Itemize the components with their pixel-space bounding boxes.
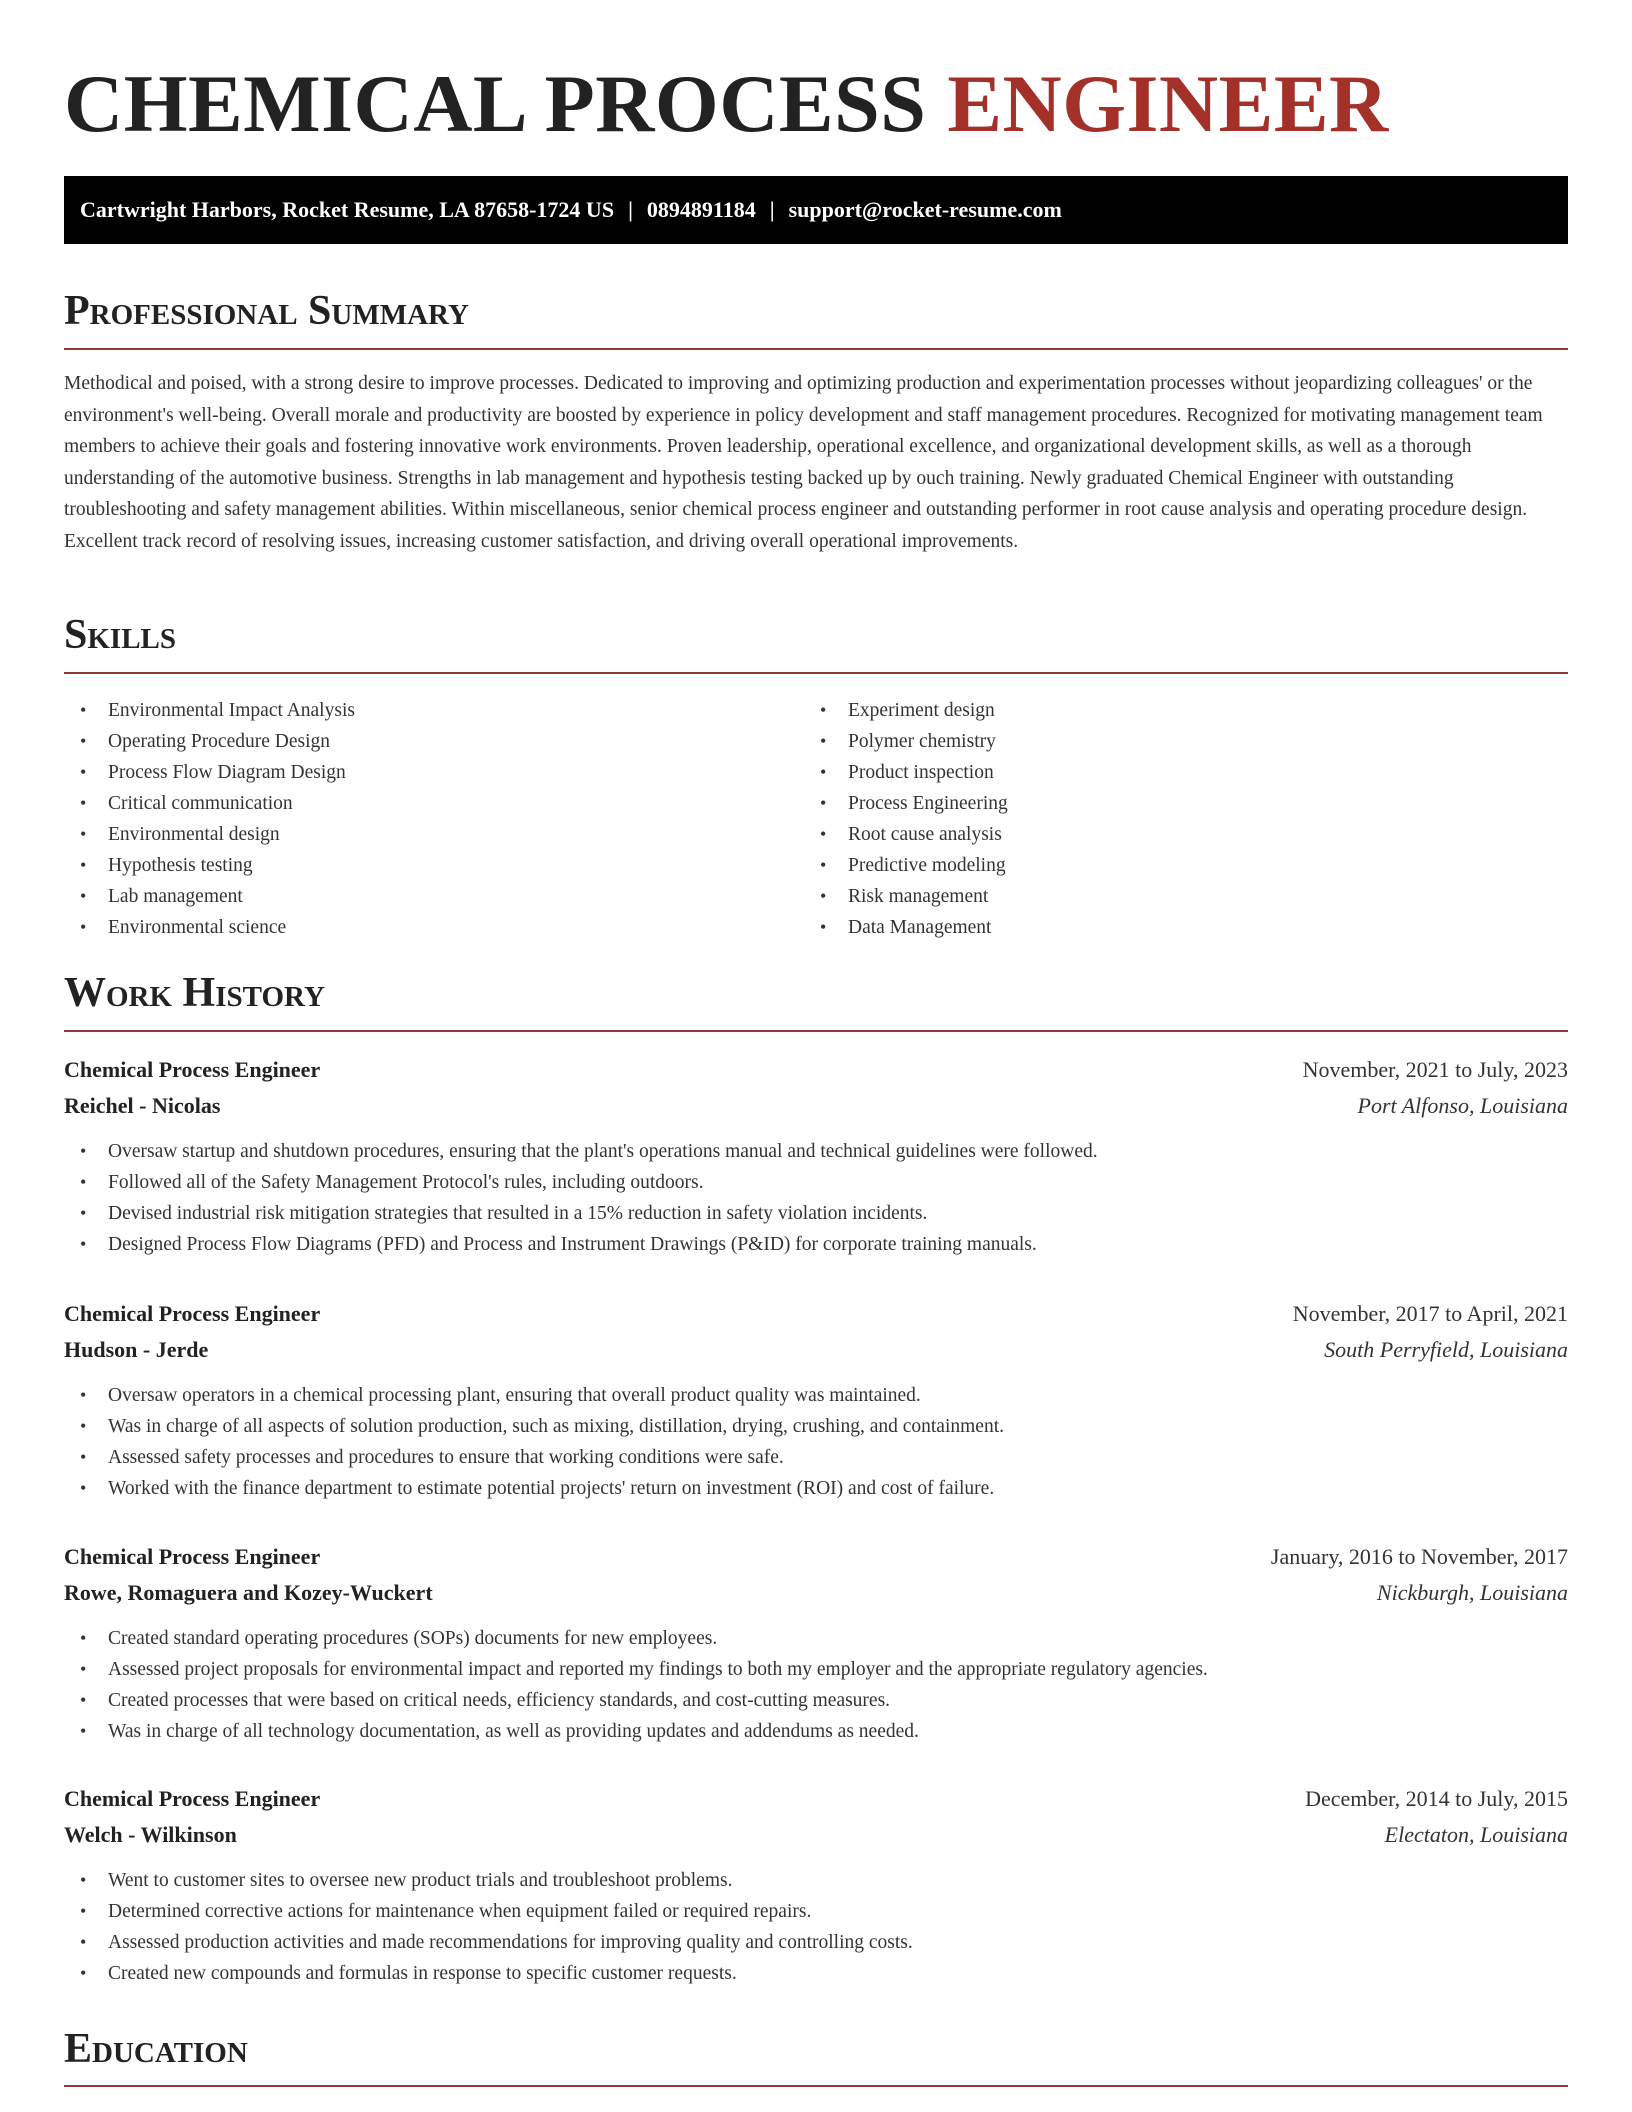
- contact-email: support@rocket-resume.com: [788, 197, 1062, 222]
- skill-item: • Data Management: [804, 912, 1568, 943]
- education-heading: Education: [64, 2026, 248, 2072]
- skill-item: • Polymer chemistry: [804, 726, 1568, 757]
- job-company: Reichel - Nicolas: [64, 1093, 221, 1118]
- contact-separator: |: [628, 197, 633, 222]
- section-divider: [64, 2085, 1568, 2087]
- skill-item: • Environmental science: [64, 912, 804, 943]
- job-bullet: • Went to customer sites to oversee new product trials and troubleshoot problems.: [64, 1865, 1568, 1896]
- job-company: Rowe, Romaguera and Kozey-Wuckert: [64, 1580, 433, 1605]
- skill-item: • Environmental Impact Analysis: [64, 695, 804, 726]
- job-bullet: • Designed Process Flow Diagrams (PFD) and Process and Instrument Drawings (P&ID) for corporate training manuals.: [64, 1229, 1568, 1260]
- contact-address: Cartwright Harbors, Rocket Resume, LA 87658-1724 US: [80, 197, 615, 222]
- job-bullet: • Worked with the finance department to estimate potential projects' return on investment (ROI) and cost of failure.: [64, 1473, 1568, 1504]
- skill-item: • Environmental design: [64, 819, 804, 850]
- job-bullet: • Created new compounds and formulas in response to specific customer requests.: [64, 1958, 1568, 1989]
- section-divider: [64, 348, 1568, 350]
- job-title: Chemical Process Engineer: [64, 1301, 321, 1326]
- job-entry: [64, 1052, 1568, 1260]
- job-company: Hudson - Jerde: [64, 1337, 209, 1362]
- work-history-heading: Work History: [64, 970, 325, 1016]
- job-bullet: • Oversaw operators in a chemical processing plant, ensuring that overall product quality was maintained.: [64, 1380, 1568, 1411]
- summary-heading: Professional Summary: [64, 288, 469, 334]
- job-title: Chemical Process Engineer: [64, 1544, 321, 1569]
- skill-item: • Root cause analysis: [804, 819, 1568, 850]
- job-bullet: • Created standard operating procedures (SOPs) documents for new employees.: [64, 1623, 1568, 1654]
- job-entry: [64, 1781, 1568, 1989]
- skill-item: • Process Engineering: [804, 788, 1568, 819]
- job-dates: January, 2016 to November, 2017: [1270, 1544, 1568, 1569]
- skills-heading: Skills: [64, 612, 177, 658]
- job-location: Nickburgh, Louisiana: [1376, 1580, 1568, 1605]
- skills-list-right: [804, 695, 1568, 943]
- job-bullet: • Determined corrective actions for maintenance when equipment failed or required repairs.: [64, 1896, 1568, 1927]
- job-bullet: • Was in charge of all technology documentation, as well as providing updates and addendums as needed.: [64, 1716, 1568, 1747]
- title-main: CHEMICAL PROCESS: [64, 58, 927, 149]
- job-bullet: • Oversaw startup and shutdown procedures, ensuring that the plant's operations manual and technical guidelines were followed.: [64, 1136, 1568, 1167]
- job-bullet: • Assessed safety processes and procedures to ensure that working conditions were safe.: [64, 1442, 1568, 1473]
- job-title: Chemical Process Engineer: [64, 1057, 321, 1082]
- job-bullets: [64, 1865, 1568, 1989]
- job-title: Chemical Process Engineer: [64, 1786, 321, 1811]
- skill-item: • Critical communication: [64, 788, 804, 819]
- skill-item: • Hypothesis testing: [64, 850, 804, 881]
- job-bullets: [64, 1380, 1568, 1504]
- skill-item: • Process Flow Diagram Design: [64, 757, 804, 788]
- summary-text: Methodical and poised, with a strong desire to improve processes. Dedicated to improving and optimizing production and experimentation processes without jeopardizing colleagues' or the environment's well-being. Overall morale and productivity are boosted by experience in policy development and staff management procedures. Recognized for motivating management team members to achieve their goals and fostering innovative work environments. Proven leadership, operational excellence, and organizational development skills, as well as a thorough understanding of the automotive business. Strengths in lab management and hypothesis testing backed up by ouch training. Newly graduated Chemical Engineer with outstanding troubleshooting and safety management abilities. Within miscellaneous, senior chemical process engineer and outstanding performer in root cause analysis and operating procedure design. Excellent track record of resolving issues, increasing customer satisfaction, and driving overall operational improvements.: [64, 373, 1543, 552]
- skill-item: • Experiment design: [804, 695, 1568, 726]
- skill-item: • Risk management: [804, 881, 1568, 912]
- job-bullet: • Devised industrial risk mitigation strategies that resulted in a 15% reduction in safety violation incidents.: [64, 1198, 1568, 1229]
- job-dates: November, 2021 to July, 2023: [1302, 1057, 1568, 1082]
- job-bullets: [64, 1623, 1568, 1747]
- job-company: Welch - Wilkinson: [64, 1822, 237, 1847]
- job-bullet: • Assessed production activities and made recommendations for improving quality and controlling costs.: [64, 1927, 1568, 1958]
- job-entry: [64, 1296, 1568, 1504]
- job-dates: December, 2014 to July, 2015: [1305, 1786, 1568, 1811]
- section-divider: [64, 1030, 1568, 1032]
- resume-title: [64, 54, 1389, 154]
- title-accent: ENGINEER: [947, 58, 1389, 149]
- job-location: Electaton, Louisiana: [1384, 1822, 1568, 1847]
- job-entry: [64, 1539, 1568, 1747]
- contact-separator: |: [769, 197, 775, 222]
- job-location: South Perryfield, Louisiana: [1324, 1337, 1568, 1362]
- job-bullet: • Followed all of the Safety Management Protocol's rules, including outdoors.: [64, 1167, 1568, 1198]
- skill-item: • Predictive modeling: [804, 850, 1568, 881]
- section-divider: [64, 672, 1568, 674]
- job-bullet: • Assessed project proposals for environmental impact and reported my findings to both my employer and the appropriate regulatory agencies.: [64, 1654, 1568, 1685]
- job-bullet: • Created processes that were based on critical needs, efficiency standards, and cost-cutting measures.: [64, 1685, 1568, 1716]
- skill-item: • Operating Procedure Design: [64, 726, 804, 757]
- job-dates: November, 2017 to April, 2021: [1292, 1301, 1568, 1326]
- job-bullet: • Was in charge of all aspects of solution production, such as mixing, distillation, drying, crushing, and containment.: [64, 1411, 1568, 1442]
- skill-item: • Product inspection: [804, 757, 1568, 788]
- contact-phone: 0894891184: [646, 197, 756, 222]
- contact-bar: [64, 176, 1568, 244]
- skill-item: • Lab management: [64, 881, 804, 912]
- job-location: Port Alfonso, Louisiana: [1357, 1093, 1568, 1118]
- job-bullets: [64, 1136, 1568, 1260]
- skills-list-left: [64, 695, 804, 943]
